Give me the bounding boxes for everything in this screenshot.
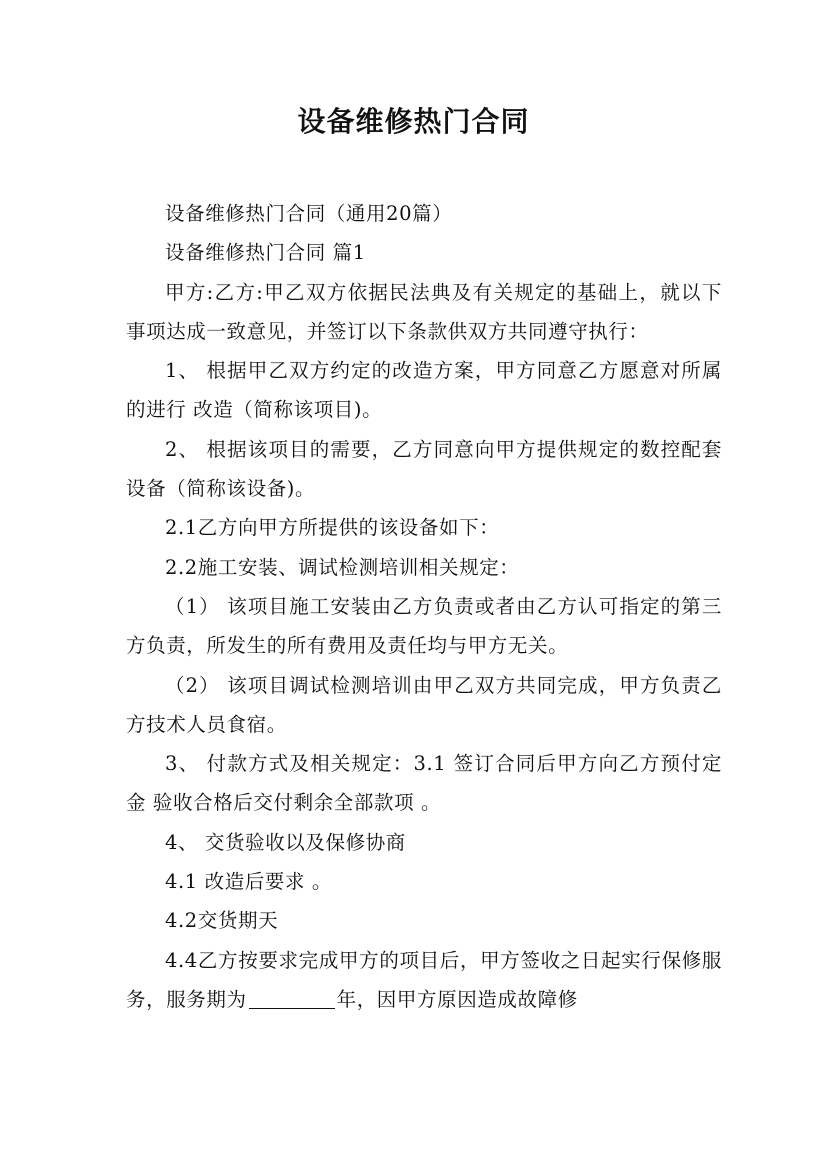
paragraph: 2、 根据该项目的需要，乙方同意向甲方提供规定的数控配套设备（简称该设备)。 [126, 437, 722, 501]
paragraph: 设备维修热门合同 篇1 [165, 241, 366, 265]
paragraph: 4.2交货期天 [165, 909, 279, 933]
paragraph: 设备维修热门合同（通用20篇） [165, 202, 453, 225]
paragraph-text: 年，因甲方原因造成故障修 [336, 987, 578, 1011]
paragraph: （2） 该项目调试检测培训由甲乙双方共同完成，甲方负责乙方技术人员食宿。 [126, 673, 722, 736]
paragraph: 4、 交货验收以及保修协商 [165, 830, 406, 854]
paragraph-text: 4.4乙方按要求完成甲方的项目后，甲方签收之日起实行保修服务，服务期为 [126, 948, 722, 1011]
document-body [126, 194, 722, 1019]
paragraph: 3、 付款方式及相关规定：3.1 签订合同后甲方向乙方预付定金 验收合格后交付剩余全部款项 。 [126, 752, 722, 815]
paragraph-with-blank [126, 941, 722, 1020]
paragraph: 1、 根据甲乙双方约定的改造方案，甲方同意乙方愿意对所属的进行 改造（简称该项目)。 [126, 359, 722, 422]
document-title: 设备维修热门合同 [297, 105, 530, 138]
paragraph: 2.2施工安装、调试检测培训相关规定： [165, 555, 520, 579]
fill-in-blank [249, 988, 335, 1009]
paragraph: 2.1乙方向甲方所提供的该设备如下： [165, 516, 500, 540]
paragraph: 4.1 改造后要求 。 [165, 870, 333, 894]
paragraph: 甲方:乙方:甲乙双方依据民法典及有关规定的基础上，就以下事项达成一致意见，并签订以下条款供双方共同遵守执行： [126, 280, 722, 343]
paragraph: （1） 该项目施工安装由乙方负责或者由乙方认可指定的第三方负责，所发生的所有费用及责任均与甲方无关。 [126, 594, 722, 658]
